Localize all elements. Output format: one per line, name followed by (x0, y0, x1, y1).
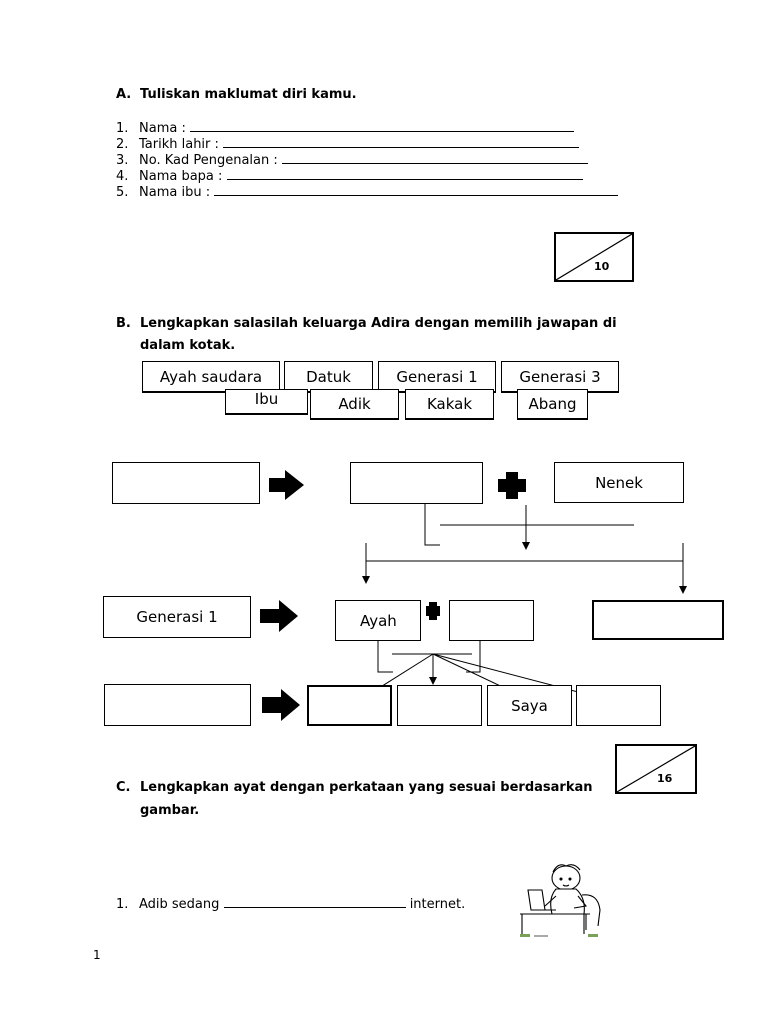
section-b-letter: B. (116, 316, 131, 331)
item-number: 5. (116, 185, 129, 200)
section-b-heading-line1: Lengkapkan salasilah keluarga Adira dengan memilih jawapan di (140, 316, 617, 331)
saya-box: Saya (487, 685, 572, 726)
nenek-box: Nenek (554, 462, 684, 503)
section-a-heading: Tuliskan maklumat diri kamu. (140, 87, 357, 102)
score-b-total: 16 (657, 772, 673, 785)
field-label: Nama : (139, 121, 186, 136)
word-generasi-1: Generasi 1 (378, 361, 496, 393)
word-ayah-saudara: Ayah saudara (142, 361, 280, 393)
field-label: Nama ibu : (139, 185, 211, 200)
ayah-box: Ayah (335, 600, 421, 641)
word-ibu: Ibu (225, 389, 308, 415)
word-generasi-3: Generasi 3 (501, 361, 619, 393)
word-adik: Adik (310, 389, 399, 420)
section-c-heading-line2: gambar. (140, 803, 200, 818)
question-c1-after: internet. (409, 897, 466, 912)
word-abang: Abang (517, 389, 588, 420)
item-number: 4. (116, 169, 129, 184)
word-kakak: Kakak (405, 389, 494, 420)
item-number: 1. (116, 121, 129, 136)
section-a-letter: A. (116, 87, 132, 102)
generasi-1-box: Generasi 1 (103, 596, 251, 638)
score-a-total: 10 (594, 260, 610, 273)
word-datuk: Datuk (284, 361, 373, 393)
question-c1-before: Adib sedang (139, 897, 220, 912)
section-b-heading-line2: dalam kotak. (140, 338, 236, 353)
page-number: 1 (93, 948, 101, 962)
section-c-letter: C. (116, 780, 131, 795)
field-label: Tarikh lahir : (139, 137, 219, 152)
item-number: 2. (116, 137, 129, 152)
item-number: 1. (116, 897, 129, 912)
section-c-heading-line1: Lengkapkan ayat dengan perkataan yang sesuai berdasarkan (140, 780, 593, 795)
field-label: Nama bapa : (139, 169, 223, 184)
item-number: 3. (116, 153, 129, 168)
field-label: No. Kad Pengenalan : (139, 153, 278, 168)
